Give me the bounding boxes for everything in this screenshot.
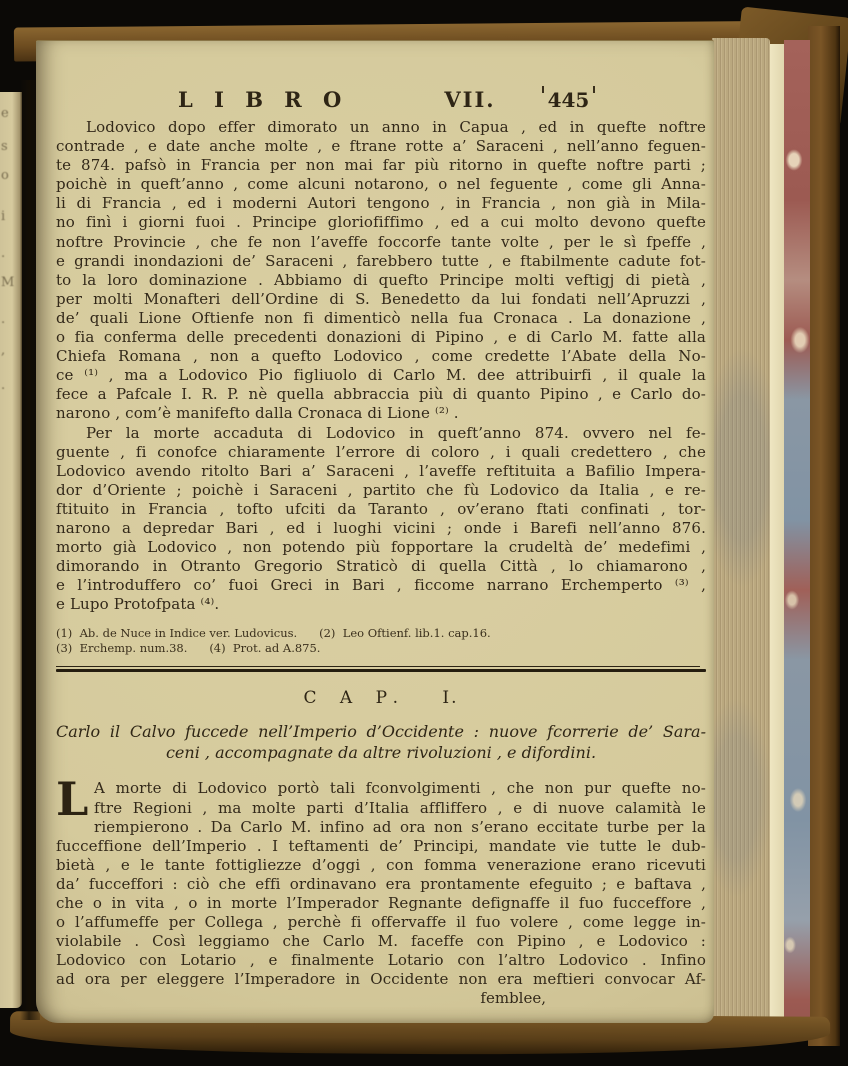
footnote-line: (3) Erchemp. num.38. (4) Prot. ad A.875. bbox=[56, 641, 321, 656]
margin-glyph: . bbox=[1, 378, 6, 393]
text-line: fucceffione dell’Imperio . I teftamenti de’ Principi, mandate vie tutte le dub- bbox=[56, 836, 706, 855]
margin-glyph: o bbox=[1, 168, 9, 183]
margin-glyph: . bbox=[1, 312, 6, 327]
text-line: ce ⁽¹⁾ , ma a Lodovico Pio figliuolo di Carlo M. dee attribuirfi , il quale la bbox=[56, 366, 706, 385]
paragraph-1 bbox=[56, 118, 706, 424]
text-line: li di Francia , ed i moderni Autori tengono , in Francia , non già in Mila- bbox=[56, 194, 706, 213]
text-column bbox=[56, 41, 706, 1008]
text-line: per molti Monafteri dell’Ordine di S. Benedetto da lui fondati nell’Apruzzi , bbox=[56, 289, 706, 308]
text-line: guente , fi conofce chiaramente l’errore di coloro , i quali credettero , che bbox=[56, 442, 706, 461]
subtitle-line: Carlo il Calvo fuccede nell’Imperio d’Occidente : nuove fcorrerie de’ Sara- bbox=[56, 722, 706, 742]
running-header bbox=[56, 87, 706, 113]
margin-glyph: , bbox=[1, 343, 6, 358]
margin-glyph: i bbox=[1, 209, 6, 224]
text-line: poichè in queft’anno , come alcuni notarono, o nel feguente , come gli Anna- bbox=[56, 175, 706, 194]
text-line: che o in vita , o in morte l’Imperador Regnante defignaffe il fuo fucceffore , bbox=[56, 894, 706, 912]
chapter-number: I. bbox=[442, 688, 459, 709]
text-line: fece a Pafcale I. R. P. nè quella abbraccia più di quanto Pipino , e Carlo do- bbox=[56, 385, 706, 404]
margin-glyph: s bbox=[1, 139, 8, 154]
text-line: Lodovico dopo effer dimorato un anno in Capua , ed in quefte noftre bbox=[86, 118, 706, 136]
paragraph-2 bbox=[56, 424, 706, 615]
text-line: o l’affumeffe per Collega , perchè fi offervaffe il fuo volere , come legge in- bbox=[56, 913, 706, 932]
text-line: ftre Regioni , ma molte parti d’Italia affliffero , e di nuove calamità le bbox=[94, 798, 706, 817]
text-line: Per la morte accaduta di Lodovico in queft’anno 874. ovvero nel fe- bbox=[86, 423, 706, 442]
text-line: Chiefa Romana , non a quefto Lodovico , come credette l’Abate della No- bbox=[56, 347, 706, 366]
paragraph-3 bbox=[56, 772, 706, 989]
footnotes bbox=[56, 626, 706, 656]
text-line: violabile . Così leggiamo che Carlo M. faceffe con Pipino , e Lodovico : bbox=[56, 932, 706, 951]
text-line: noftre Provincie , che fe non l’aveffe foccorfe tante volte , per le sì fpeffe , bbox=[56, 232, 706, 251]
text-line: no finì i giorni fuoi . Principe gloriofiffimo , ed a cui molto devono quefte bbox=[56, 213, 706, 232]
section-rule bbox=[56, 666, 706, 672]
text-line: e l’introduffero co’ fuoi Greci in Bari , ficcome narrano Erchemperto ⁽³⁾ , bbox=[56, 576, 706, 595]
drop-cap: L bbox=[56, 772, 89, 827]
chapter-label: C A P. bbox=[303, 688, 407, 709]
rule-thin-line bbox=[56, 666, 700, 667]
subtitle-line: ceni , accompagnate da altre rivoluzioni , e difordini. bbox=[165, 743, 597, 763]
chapter-subtitle bbox=[56, 721, 706, 763]
text-line: dimorando in Otranto Gregorio Straticò di quella Città , lo chiamarono , bbox=[56, 557, 706, 576]
text-line: A morte di Lodovico portò tali fconvolgimenti , che non pur quefte no- bbox=[94, 779, 706, 798]
text-line: bietà , e le tante fottigliezze d’oggi , con fomma venerazione erano ricevuti bbox=[56, 855, 706, 874]
flyleaf-edge bbox=[770, 44, 784, 1040]
fore-edge-pages bbox=[712, 38, 770, 1040]
page-number: 445 bbox=[542, 88, 596, 112]
text-line: Lodovico con Lotario , e finalmente Lotario con l’altro Lodovico . Infino bbox=[56, 951, 706, 970]
text-line: Lodovico avendo ritolto Bari a’ Saraceni , l’aveffe reftituita a Bafilio Impera- bbox=[56, 461, 706, 480]
leather-cover-right bbox=[808, 26, 840, 1046]
margin-glyph: M bbox=[1, 275, 15, 290]
margin-glyph: e bbox=[1, 106, 9, 121]
rule-thick-line bbox=[56, 669, 706, 672]
text-line: e grandi inondazioni de’ Saraceni , farebbero tutte , e ftabilmente cadute fot- bbox=[56, 251, 706, 270]
book-number: VII. bbox=[444, 87, 496, 112]
text-line: o fia conferma delle precedenti donazioni di Pipino , e di Carlo M. fatte alla bbox=[56, 328, 706, 347]
text-line: narono , com’è manifefto dalla Cronaca di Lione ⁽²⁾ . bbox=[56, 404, 459, 423]
margin-glyph: . bbox=[1, 246, 6, 261]
text-line: te 874. pafsò in Francia per non mai far più ritorno in quefte noftre parti ; bbox=[56, 156, 706, 175]
facing-page-sliver bbox=[0, 92, 22, 1008]
text-line: ftituito in Francia , tofto ufciti da Taranto , ov’erano ftati confinati , tor- bbox=[56, 499, 706, 518]
text-line: to la loro dominazione . Abbiamo di quefto Principe molti veftigj di pietà , bbox=[56, 270, 706, 289]
text-line: narono a depredar Bari , ed i luoghi vicini ; onde i Barefi nell’anno 876. bbox=[56, 518, 706, 537]
text-line: da’ fucceffori : ciò che effi ordinavano era prontamente efeguito ; e baftava , bbox=[56, 874, 706, 893]
text-line: riempierono . Da Carlo M. infino ad ora non s’erano eccitate turbe per la bbox=[94, 817, 706, 836]
text-line: e Lupo Protofpata ⁽⁴⁾. bbox=[56, 595, 220, 614]
text-line: ad ora per eleggere l’Imperadore in Occidente non era meftieri convocar Af- bbox=[56, 970, 706, 989]
footnote-line: (1) Ab. de Nuce in Indice ver. Ludovicus. (2) Leo Oftienf. lib.1. cap.16. bbox=[56, 626, 491, 641]
catchword: femblee, bbox=[480, 989, 546, 1008]
book-page bbox=[36, 40, 714, 1023]
text-line: de’ quali Lione Oftienfe non fi dimenticò nella fua Cronaca . La donazione , bbox=[56, 308, 706, 327]
text-line: morto già Lodovico , non potendo più fopportare la crudeltà de’ medefimi , bbox=[56, 538, 706, 557]
text-line: contrade , e date anche molte , e ftrane rotte a’ Saraceni , nell’anno feguen- bbox=[56, 137, 706, 156]
text-line: dor d’Oriente ; poichè i Saraceni , partito che fù Lodovico da Italia , e re- bbox=[56, 480, 706, 499]
book-title: L I B R O bbox=[178, 87, 349, 112]
marbled-endpaper bbox=[784, 40, 810, 1040]
chapter-heading bbox=[56, 688, 706, 708]
facing-page-glyphs bbox=[1, 106, 17, 393]
